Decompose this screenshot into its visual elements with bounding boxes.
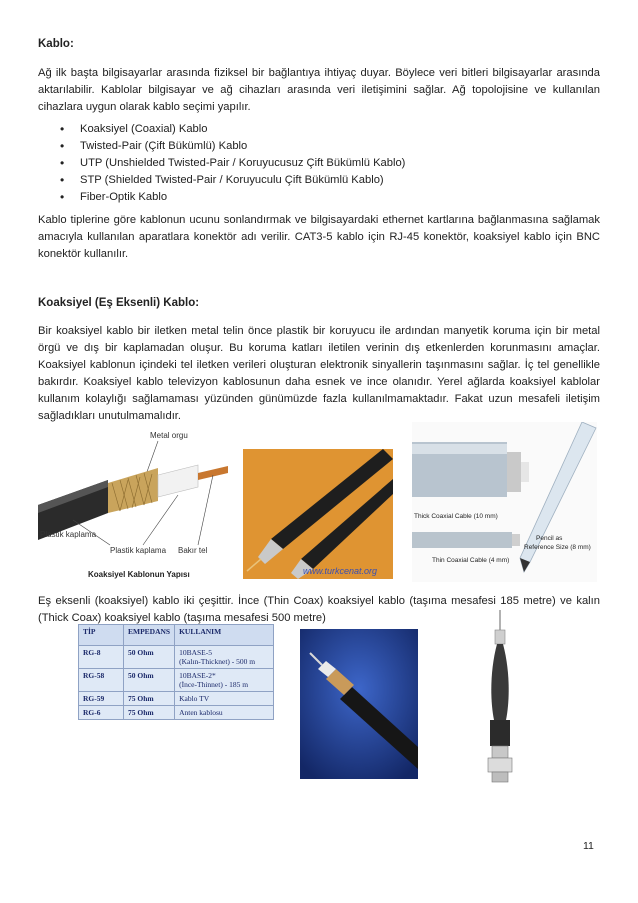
table-cell: RG-58 [79,669,124,692]
page-number: 11 [583,840,594,852]
coax-types-paragraph: Eş eksenli (koaksiyel) kablo iki çeşittir. İnce (Thin Coax) koaksiyel kablo (taşıma mesafesi 185 metre) ve kalın (Thick Coax) koaksiyel kablo (taşıma mesafesi 500 metre) [38,595,600,624]
table-row [79,669,274,692]
label-pencil-1: Pencil as [536,535,563,542]
coax-photo [243,449,393,579]
table-cell: 75 Ohm [124,706,175,720]
bnc-connector-photo [470,610,530,785]
table-header: KULLANIM [175,625,274,646]
coax-structure-figure [38,425,238,580]
label-pencil-2: Reference Size (8 mm) [524,544,591,551]
table-cell: Anten kablosu [175,706,274,720]
connector-paragraph: Kablo tiplerine göre kablonun ucunu sonlandırmak ve bilgisayardaki ethernet kartlarına bağlanmasına sağlamak amacıyla kullanılan aparatlara konektör adı verilir. CAT3-5 kablo için RJ-45 konektör, koaksiyel kablo için BNC konektör kullanılır. [38,214,600,260]
label-metal-orgu: Metal orgu [150,431,188,440]
table-header: TİP [79,625,124,646]
photo-watermark: www.turkcenat.org [303,566,378,576]
intro-paragraph: Ağ ilk başta bilgisayarlar arasında fiziksel bir bağlantıya ihtiyaç duyar. Böylece veri bitleri bilgisayarlar arasında aktarılabilir. Kablolar bilgisayar ve ağ cihazları arasında veri iletişimini sağlar. Ağ topolojisine ve kullanılan cihazlara uygun olarak kablo seçimi yapılır. [38,67,600,113]
list-item: • Twisted-Pair (Çift Bükümlü) Kablo [38,138,598,155]
table-cell: 50 Ohm [124,646,175,669]
label-bakir-tel: Bakır tel [178,546,208,555]
coax-size-comparison-figure [412,422,597,582]
table-cell: 75 Ohm [124,692,175,706]
table-cell [175,646,274,669]
label-thick-coax: Thick Coaxial Cable (10 mm) [414,513,498,520]
coaxial-paragraph: Bir koaksiyel kablo bir iletken metal telin önce plastik bir koruyucu ile ardından manyetik koruma için bir metal örgü ve dış bir kaplamadan oluşur. Bu koruma katları iletilen verinin dış etkenlerden korunmasını amaçlar. Koaksiyel kablonun içindeki tel iletken verileri oluşturan elektronik sinyallerin taşınmasını sağlar. İç tel genellikle bakırdır. Koaksiyel kablo televizyon kablosunun daha esnek ve ince olanıdır. Yerel ağlarda koaksiyel kablolar kullanım kolaylığı sağlamaması yüzünden günümüzde fazla kullanılmamaktadır. Fakat uzun mesafeli iletişim sağladıkları unutulmamalıdır. [38,325,600,422]
table-cell-line: (Kalın-Thicknet) - 500 m [179,657,256,666]
table-cell-line: 10BASE-2* [179,671,216,680]
figure-caption: Koaksiyel Kablonun Yapısı [88,570,190,579]
label-plastik-kaplama-2: Plastik kaplama [110,546,167,555]
table-cell: Kablo TV [175,692,274,706]
table-cell-line: (İnce-Thinnet) - 185 m [179,680,249,689]
table-cell: RG-6 [79,706,124,720]
section-title-kablo: Kablo: [38,38,74,50]
table-cell [175,669,274,692]
cable-type-list [38,121,598,206]
table-cell: 50 Ohm [124,669,175,692]
list-item: • Fiber-Optik Kablo [38,189,598,206]
table-header: EMPEDANS [124,625,175,646]
table-row [79,706,274,720]
table-cell-line: 10BASE-5 [179,648,213,657]
table-row [79,692,274,706]
list-item: • STP (Shielded Twisted-Pair / Koruyuculu Çift Bükümlü Kablo) [38,172,598,189]
coax-type-table [78,624,274,720]
list-item: • UTP (Unshielded Twisted-Pair / Koruyucusuz Çift Bükümlü Kablo) [38,155,598,172]
section-title-koaksiyel: Koaksiyel (Eş Eksenli) Kablo: [38,297,200,309]
thin-coax-photo [300,629,418,779]
label-thin-coax: Thin Coaxial Cable (4 mm) [432,557,510,564]
label-plastik-kaplama-1: Plastik kaplama [40,530,97,539]
table-row [79,646,274,669]
table-cell: RG-59 [79,692,124,706]
list-item: • Koaksiyel (Coaxial) Kablo [38,121,598,138]
table-cell: RG-8 [79,646,124,669]
